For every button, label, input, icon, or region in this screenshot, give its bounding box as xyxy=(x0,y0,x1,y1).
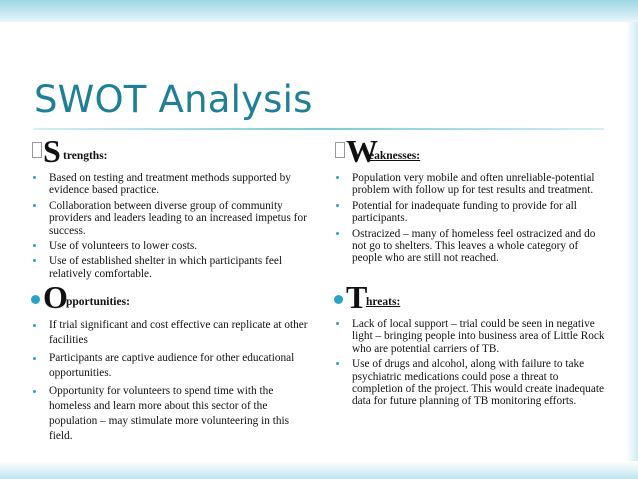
opportunities-list xyxy=(30,318,310,444)
threats-label: hreats: xyxy=(366,296,401,308)
list-item: Use of drugs and alcohol, along with failure to take psychiatric medications could pose a threat to completion of the project. This would create inadequate data for future planning of TB monitoring efforts. xyxy=(333,358,611,408)
list-item: Use of volunteers to lower costs. xyxy=(30,240,310,252)
strengths-label: trengths: xyxy=(63,150,108,162)
opportunities-heading xyxy=(30,279,310,316)
bullet-dot-icon xyxy=(334,295,343,304)
threats-heading xyxy=(333,279,611,316)
strengths-section xyxy=(30,133,310,283)
threats-initial: T xyxy=(346,279,368,315)
weaknesses-section xyxy=(333,133,611,268)
top-decorative-band xyxy=(0,0,638,22)
title-divider xyxy=(34,128,604,130)
list-item: Opportunity for volunteers to spend time with the homeless and learn more about this sector of the population – may stimulate more volunteering in this field. xyxy=(30,384,310,444)
bottom-decorative-band xyxy=(0,461,638,479)
list-item: Potential for inadequate funding to provide for all participants. xyxy=(333,200,611,225)
threats-list xyxy=(333,318,611,408)
list-item: Ostracized – many of homeless feel ostracized and do not go to shelters. This leaves a whole category of people who are still not reached. xyxy=(333,228,611,265)
opportunities-label: pportunities: xyxy=(66,296,130,308)
strengths-initial: S xyxy=(43,133,61,169)
weaknesses-list xyxy=(333,172,611,265)
right-decorative-band xyxy=(626,22,638,479)
strengths-heading xyxy=(30,133,310,170)
opportunities-initial: O xyxy=(43,279,68,315)
opportunities-section xyxy=(30,279,310,447)
list-item: Lack of local support – trial could be seen in negative light – bringing people into business area of Little Rock who are potential carriers of TB. xyxy=(333,318,611,355)
list-item: Population very mobile and often unreliable-potential problem with follow up for test results and treatment. xyxy=(333,172,611,197)
list-item: Based on testing and treatment methods supported by evidence based practice. xyxy=(30,172,310,197)
weaknesses-initial: W xyxy=(346,133,378,169)
slide-title: SWOT Analysis xyxy=(34,78,313,121)
list-item: Participants are captive audience for other educational opportunities. xyxy=(30,351,310,381)
bullet-dot-icon xyxy=(31,295,40,304)
strengths-list xyxy=(30,172,310,280)
threats-section xyxy=(333,279,611,411)
list-item: Use of established shelter in which participants feel relatively comfortable. xyxy=(30,255,310,280)
weaknesses-label: eaknesses: xyxy=(369,150,421,162)
placeholder-box-icon xyxy=(335,142,345,158)
placeholder-box-icon xyxy=(32,142,42,158)
list-item: Collaboration between diverse group of community providers and leaders leading to an increased impetus for success. xyxy=(30,200,310,237)
list-item: If trial significant and cost effective can replicate at other facilities xyxy=(30,318,310,348)
weaknesses-heading xyxy=(333,133,611,170)
